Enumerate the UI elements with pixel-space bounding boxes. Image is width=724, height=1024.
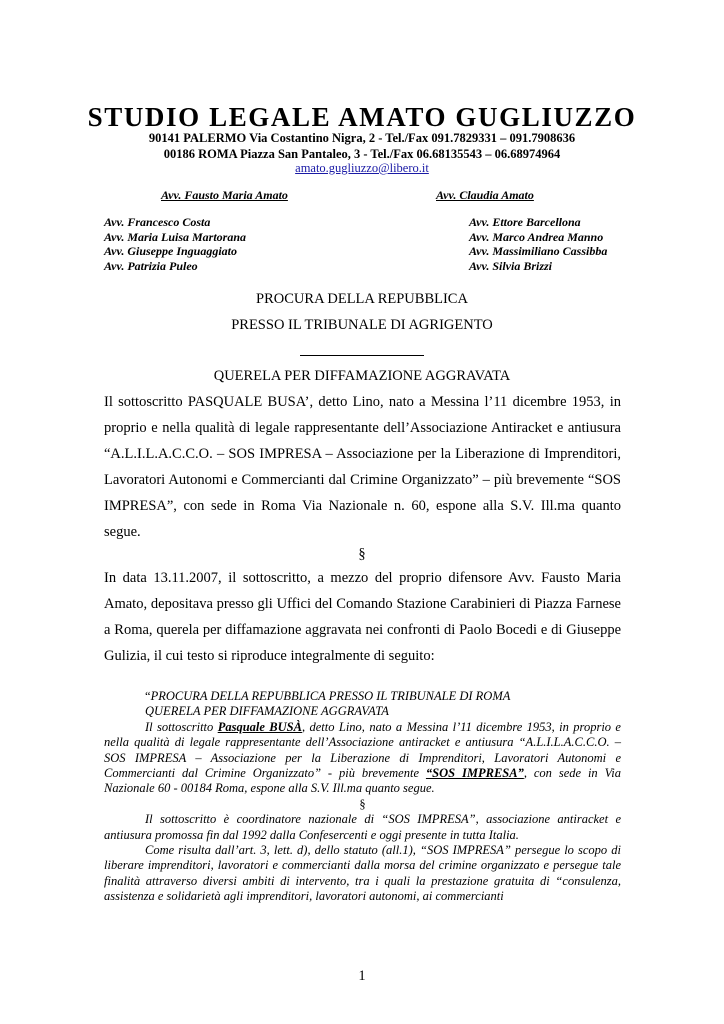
lawyer-name: Avv. Giuseppe Inguaggiato <box>104 244 238 258</box>
quote-text: , con sede in Via Nazionale 60 - 00184 Roma, espone alla S.V. Ill.ma quanto segue. <box>104 766 621 796</box>
lead-lawyer-right: Avv. Claudia Amato <box>436 188 534 202</box>
lawyer-name: Avv. Massimiliano Cassibba <box>469 244 608 258</box>
email-link[interactable]: amato.gugliuzzo@libero.it <box>295 161 429 175</box>
lead-lawyer-left: Avv. Fausto Maria Amato <box>161 188 288 202</box>
lawyer-name: Avv. Ettore Barcellona <box>469 215 581 229</box>
quote-heading-1 <box>104 689 621 704</box>
association-name: “SOS IMPRESA” <box>425 766 524 781</box>
quote-heading-2: QUERELA PER DIFFAMAZIONE AGGRAVATA <box>145 704 389 719</box>
section-mark: § <box>358 546 366 562</box>
lawyer-name: Avv. Patrizia Puleo <box>104 258 198 273</box>
separator-line <box>300 355 424 356</box>
quote-heading-1-text: PROCURA DELLA REPUBBLICA PRESSO IL TRIBUNALE DI ROMA <box>150 689 511 703</box>
firm-name: STUDIO LEGALE AMATO GUGLIUZZO <box>87 102 637 132</box>
quote-open-mark: “ <box>145 689 151 703</box>
address-roma: 00186 ROMA Piazza San Pantaleo, 3 - Tel./Fax 06.68135543 – 06.68974964 <box>163 147 561 161</box>
quote-section-mark: § <box>359 796 366 811</box>
lawyer-name: Avv. Silvia Brizzi <box>469 258 553 273</box>
quote-paragraph-2: Il sottoscritto è coordinatore nazionale di “SOS IMPRESA”, associazione antiracket e antiusura promossa fin dal 1992 dalla Confesercenti e oggi presente in tutta Italia. <box>104 812 621 842</box>
quote-text: Il sottoscritto <box>145 719 218 734</box>
quote-paragraph-1 <box>104 720 621 797</box>
addressee-line-2: PRESSO IL TRIBUNALE DI AGRIGENTO <box>231 317 493 333</box>
body-paragraph-2: In data 13.11.2007, il sottoscritto, a mezzo del proprio difensore Avv. Fausto Maria Amato, depositava presso gli Uffici del Comando Stazione Carabinieri di Piazza Farnese a Roma, querela per diffamazione aggravata nei confronti di Paolo Bocedi e di Giuseppe Gulizia, il cui testo si riproduce integralmente di seguito: <box>104 570 621 664</box>
document-title: QUERELA PER DIFFAMAZIONE AGGRAVATA <box>213 368 511 384</box>
lawyer-name: Avv. Marco Andrea Manno <box>469 229 604 244</box>
quoted-complaint <box>104 689 621 905</box>
quote-paragraph-3: Come risulta dall’art. 3, lett. d), dello statuto (all.1), “SOS IMPRESA” persegue lo scopo di liberare imprenditori, lavoratori e commercianti dalla morsa del crimine organizzato e persegue tale finalità attraverso diversi ambiti di intervento, tra i quali la prestazione gratuita di “consulenza, assistenza e solidarietà agli imprenditori, lavoratori autonomi, ai commercianti <box>104 843 621 904</box>
addressee-line-1: PROCURA DELLA REPUBBLICA <box>256 291 468 307</box>
lawyer-name: Avv. Maria Luisa Martorana <box>104 229 247 244</box>
lawyer-name: Avv. Francesco Costa <box>104 215 211 229</box>
quote-text: , detto Lino, nato a Messina l’11 dicembre 1953, in proprio e nella qualità di legale rappresentante dell’Associazione antiracket e antiusura “A.L.I.L.A.C.C.O. – SOS IMPRESA – Associazione per la Liberazione di Imprenditori, Lavoratori Autonomi e Commercianti dal Crimine Organizzato” - più brevemente <box>104 719 621 781</box>
lawyers-right-column <box>469 215 607 273</box>
lawyers-left-column <box>104 215 246 273</box>
body-paragraph-1: Il sottoscritto PASQUALE BUSA’, detto Lino, nato a Messina l’11 dicembre 1953, in proprio e nella qualità di legale rappresentante dell’Associazione Antiracket e antiusura “A.L.I.L.A.C.C.O. – SOS IMPRESA – Associazione per la Liberazione di Imprenditori, Lavoratori Autonomi e Commercianti dal Crimine Organizzato” – più brevemente “SOS IMPRESA”, con sede in Roma Via Nazionale n. 60, espone alla S.V. Ill.ma quanto segue. <box>104 394 621 540</box>
address-palermo: 90141 PALERMO Via Costantino Nigra, 2 - Tel./Fax 091.7829331 – 091.7908636 <box>148 131 576 145</box>
page-number: 1 <box>358 968 366 984</box>
complainant-name: Pasquale BUSÀ <box>217 719 302 734</box>
